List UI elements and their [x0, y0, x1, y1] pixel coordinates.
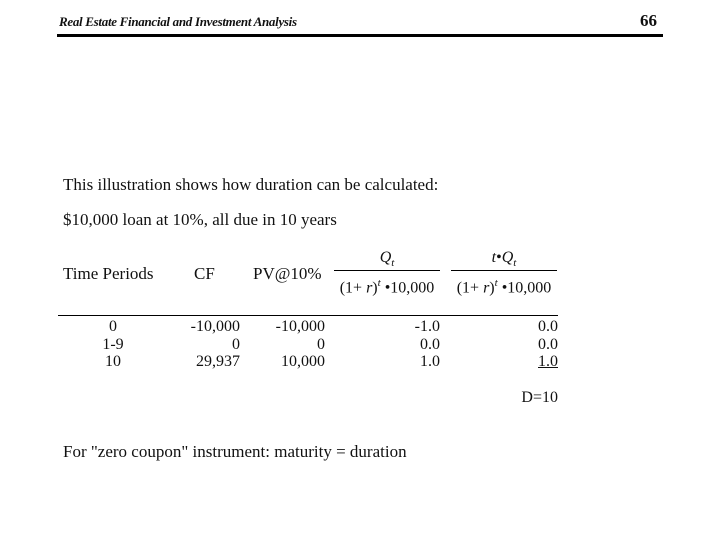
- header-q-fraction: [334, 248, 440, 297]
- cell-cf: 29,937: [196, 353, 240, 370]
- duration-result: D=10: [521, 389, 558, 406]
- header-time-periods: Time Periods: [63, 264, 154, 283]
- cell-q: 1.0: [420, 353, 440, 370]
- fraction-bar: [334, 270, 440, 271]
- conclusion-text: For "zero coupon" instrument: maturity = duration: [63, 442, 407, 461]
- page-number: 66: [640, 11, 657, 30]
- cell-time: 10: [105, 353, 121, 370]
- cell-time: 1-9: [102, 336, 124, 353]
- q-denominator: $(1+ r)^t$ •10,000: [339, 277, 435, 297]
- q-numerator: $Q_t$: [379, 249, 395, 270]
- cell-pv: 0: [317, 336, 325, 353]
- cell-q: 0.0: [420, 336, 440, 353]
- cell-tq: 1.0: [538, 353, 558, 370]
- cell-tq: 0.0: [538, 318, 558, 335]
- fraction-bar: [451, 270, 557, 271]
- table-divider: [58, 315, 558, 316]
- header-pv: PV@10%: [253, 264, 322, 283]
- header-tq-fraction: [451, 248, 557, 297]
- cell-time: 0: [109, 318, 117, 335]
- cell-cf: -10,000: [190, 318, 240, 335]
- cell-tq: 0.0: [538, 336, 558, 353]
- cell-cf: 0: [232, 336, 240, 353]
- tq-denominator: $(1+ r)^t$ •10,000: [456, 277, 552, 297]
- header-cf: CF: [194, 264, 215, 283]
- cell-pv: 10,000: [281, 353, 325, 370]
- cell-q: -1.0: [414, 318, 440, 335]
- header-title: Real Estate Financial and Investment Analysis: [59, 14, 297, 29]
- tq-numerator: $t•Q_t$: [491, 249, 517, 270]
- header-divider: [57, 34, 663, 37]
- loan-description: $10,000 loan at 10%, all due in 10 years: [63, 210, 337, 229]
- intro-text: This illustration shows how duration can be calculated:: [63, 175, 439, 194]
- cell-pv: -10,000: [275, 318, 325, 335]
